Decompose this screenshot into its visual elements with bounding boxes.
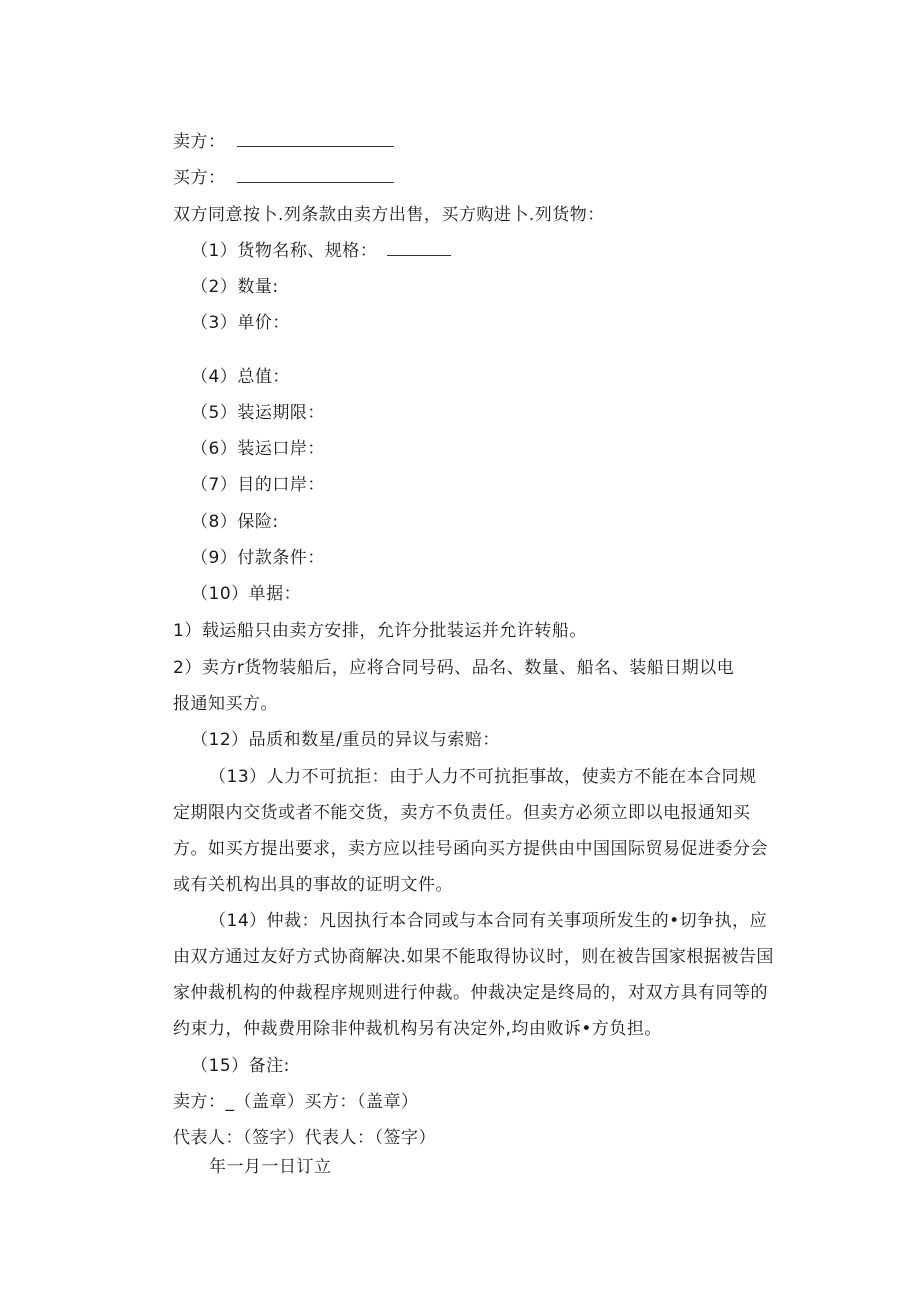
- date-line: 年一月一日订立: [209, 1157, 332, 1177]
- clause-2-line-1: 2）卖方r货物装船后，应将合同号码、品名、数量、船名、装船日期以电: [173, 658, 735, 678]
- clause-12: （12）品质和数星/重员的异议与索赔：: [191, 730, 500, 750]
- item-2: （2）数量:: [191, 277, 279, 297]
- seller-line: [173, 131, 394, 153]
- seal-line: 卖方：_（盖章）买方：（盖章）: [173, 1092, 419, 1112]
- clause-15: （15）备注:: [191, 1056, 290, 1076]
- item-10: （10）单据：: [191, 584, 302, 604]
- clause-2-line-2: 报通知买方。: [173, 694, 278, 714]
- intro-text: 双方同意按卜.列条款由卖方出售，买方购进卜.列货物：: [173, 205, 605, 225]
- clause-14-line-2: 由双方通过友好方式协商解决.如果不能取得协议时，则在被告国家根据被告国: [173, 947, 774, 967]
- clause-13-line-3: 方。如买方提出要求，卖方应以挂号函向买方提供由中国国际贸易促进委分会: [173, 839, 768, 859]
- clause-1: 1）载运船只由卖方安排，允许分批装运并允许转船。: [173, 621, 587, 641]
- item-7: （7）目的口岸：: [191, 475, 325, 495]
- item-5: （5）装运期限：: [191, 403, 325, 423]
- item-9: （9）付款条件：: [191, 548, 325, 568]
- buyer-blank: [237, 168, 394, 183]
- clause-14-line-1: （14）仲裁：凡因执行本合同或与本合同有关事项所发生的•切争执，应: [209, 911, 768, 931]
- clause-13-line-4: 或有关机构出具的事故的证明文件。: [173, 875, 453, 895]
- item-4: （4）总值：: [191, 367, 290, 387]
- item-3: （3）单价：: [191, 313, 290, 333]
- seller-blank: [237, 132, 394, 147]
- buyer-label: 买方：: [173, 168, 226, 188]
- clause-14-line-3: 家仲裁机构的仲裁程序规则进行仲裁。仲裁决定是终局的，对双方具有同等的: [173, 983, 768, 1003]
- clause-13-line-2: 定期限内交货或者不能交货，卖方不负责任。但卖方必须立即以电报通知买: [173, 803, 751, 823]
- clause-13-line-1: （13）人力不可抗拒：由于人力不可抗拒事故，使卖方不能在本合同规: [209, 767, 757, 787]
- item-8: （8）保险:: [191, 512, 279, 532]
- item-6: （6）装运口岸：: [191, 439, 325, 459]
- item-1: [191, 240, 451, 262]
- item-1-label: （1）货物名称、规格：: [191, 241, 378, 261]
- signature-line: 代表人：（签字）代表人：（签字）: [173, 1128, 436, 1148]
- buyer-line: [173, 167, 394, 189]
- item-1-blank: [387, 241, 451, 256]
- seller-label: 卖方：: [173, 132, 226, 152]
- clause-14-line-4: 约束力，仲裁费用除非仲裁机构另有决定外,均由败诉•方负担。: [173, 1019, 662, 1039]
